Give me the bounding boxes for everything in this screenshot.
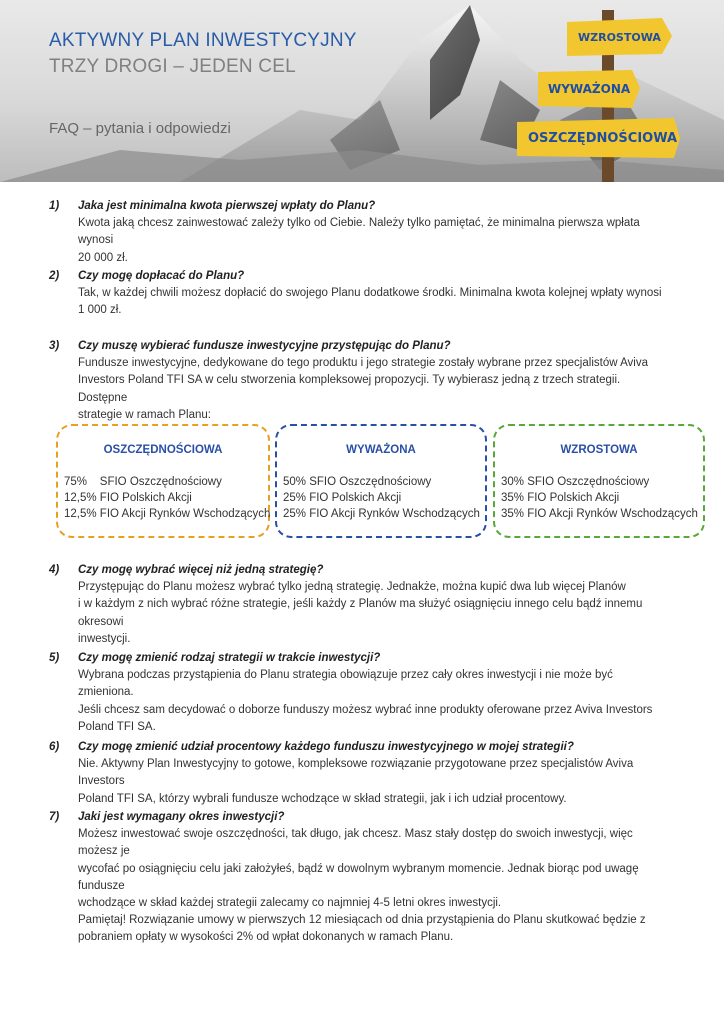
strategy-allocation [64, 474, 270, 522]
answer-line: wycofać po osiągnięciu celu jaki założyłeś, bądź w dowolnym wybranym momencie. Jednak biorąc pod uwagę fundusze [78, 862, 639, 892]
faq-number: 3) [49, 340, 60, 352]
faq-item-6 [49, 739, 669, 808]
strategy-allocation [501, 474, 698, 522]
faq-question: Czy mogę wybrać więcej niż jedną strategię? [78, 564, 324, 576]
answer-line: i w każdym z nich wybrać różne strategie, jeśli każdy z Planów ma służyć osiągnięciu innego celu bądź innemu okresowi [78, 598, 643, 628]
header-banner [0, 0, 724, 182]
allocation-line: 12,5% FIO Polskich Akcji [64, 492, 192, 504]
answer-line: Poland TFI SA, którzy wybrali fundusze wchodzące w skład strategii, jak i ich udział procentowy. [78, 792, 567, 805]
faq-item-4 [49, 562, 669, 648]
strategy-name: WYWAŻONA [346, 444, 416, 456]
sign-wzrostowa: WZROSTOWA [578, 31, 661, 44]
faq-question: Czy mogę zmienić udział procentowy każdego funduszu inwestycyjnego w mojej strategii? [78, 741, 574, 753]
faq-question: Czy mogę zmienić rodzaj strategii w trakcie inwestycji? [78, 652, 381, 664]
faq-answer [78, 285, 669, 319]
strategy-name: OSZCZĘDNOŚCIOWA [103, 444, 223, 456]
faq-answer [78, 826, 669, 946]
answer-line: Fundusze inwestycyjne, dedykowane do tego produktu i jego strategie zostały wybrane przez specjalistów Aviva [78, 357, 648, 370]
strategy-name: WZROSTOWA [560, 444, 638, 456]
faq-number: 1) [49, 200, 60, 212]
faq-number: 4) [49, 564, 60, 576]
allocation-line: 75% SFIO Oszczędnościowy [64, 476, 222, 488]
answer-line: Przystępując do Planu możesz wybrać tylko jedną strategię. Jednakże, można kupić dwa lub więcej Planów [78, 581, 626, 594]
answer-line: 1 000 zł. [78, 304, 122, 317]
faq-answer [78, 667, 669, 736]
faq-item-2 [49, 268, 669, 320]
document-title-line2: TRZY DROGI – JEDEN CEL [49, 56, 296, 77]
strategy-allocation [283, 474, 480, 522]
faq-question: Czy muszę wybierać fundusze inwestycyjne przystępując do Planu? [78, 340, 451, 352]
answer-line: wchodzące w skład każdej strategii zalecamy co najmniej 4-5 letni okres inwestycji. [78, 897, 502, 910]
strategy-box-wzrostowa [493, 424, 705, 538]
faq-item-1 [49, 198, 669, 267]
faq-question: Czy mogę dopłacać do Planu? [78, 270, 245, 282]
allocation-line: 50% SFIO Oszczędnościowy [283, 476, 432, 488]
document-title-line1: AKTYWNY PLAN INWESTYCYJNY [49, 30, 357, 51]
answer-line: Wybrana podczas przystąpienia do Planu strategia obowiązuje przez cały okres inwestycji i nie może być zmieniona. [78, 669, 613, 699]
faq-item-7 [49, 809, 669, 947]
faq-answer [78, 579, 669, 648]
faq-answer [78, 215, 669, 267]
faq-number: 7) [49, 811, 60, 823]
allocation-line: 25% FIO Akcji Rynków Wschodzących [283, 508, 480, 520]
allocation-line: 30% SFIO Oszczędnościowy [501, 476, 650, 488]
allocation-line: 25% FIO Polskich Akcji [283, 492, 402, 504]
sign-oszczednosciowa: OSZCZĘDNOŚCIOWA [528, 131, 678, 146]
faq-number: 2) [49, 270, 60, 282]
answer-line: pobraniem opłaty w wysokości 2% od wpłat dokonanych w ramach Planu. [78, 931, 454, 944]
answer-line: inwestycji. [78, 632, 131, 645]
allocation-line: 35% FIO Akcji Rynków Wschodzących [501, 508, 698, 520]
faq-number: 5) [49, 652, 60, 664]
faq-answer [78, 355, 669, 424]
faq-answer [78, 756, 669, 808]
answer-line: Tak, w każdej chwili możesz dopłacić do swojego Planu dodatkowe środki. Minimalna kwota kolejnej wpłaty wynosi [78, 287, 662, 300]
answer-line: strategie w ramach Planu: [78, 408, 211, 421]
faq-number: 6) [49, 741, 60, 753]
allocation-line: 12,5% FIO Akcji Rynków Wschodzących [64, 508, 271, 520]
answer-line: Jeśli chcesz sam decydować o doborze funduszy możesz wybrać inne produkty oferowane przez Aviva Investors [78, 703, 653, 716]
strategy-box-oszczednosciowa [56, 424, 270, 538]
answer-line: Pamiętaj! Rozwiązanie umowy w pierwszych 12 miesiącach od dnia przystąpienia do Planu skutkować będzie z [78, 914, 646, 927]
faq-item-3 [49, 338, 669, 424]
faq-item-5 [49, 650, 669, 736]
sign-wywazona: WYWAŻONA [548, 82, 631, 96]
answer-line: Nie. Aktywny Plan Inwestycyjny to gotowe, kompleksowe rozwiązanie przygotowane przez specjalistów Aviva Investors [78, 758, 634, 788]
answer-line: Możesz inwestować swoje oszczędności, tak długo, jak chcesz. Masz stały dostęp do swoich inwestycji, więc możesz je [78, 828, 633, 858]
allocation-line: 35% FIO Polskich Akcji [501, 492, 620, 504]
answer-line: Kwota jaką chcesz zainwestować zależy tylko od Ciebie. Należy tylko pamiętać, że minimalna pierwsza wpłata wynosi [78, 217, 640, 247]
strategy-box-wywazona [275, 424, 487, 538]
faq-question: Jaka jest minimalna kwota pierwszej wpłaty do Planu? [78, 200, 376, 212]
answer-line: Investors Poland TFI SA w celu stworzenia kompleksowej propozycji. Ty wybierasz jedną z trzech strategii. Dostępne [78, 374, 621, 404]
document-subtitle: FAQ – pytania i odpowiedzi [49, 120, 231, 137]
answer-line: 20 000 zł. [78, 251, 128, 264]
faq-question: Jaki jest wymagany okres inwestycji? [78, 811, 285, 823]
answer-line: Poland TFI SA. [78, 720, 156, 733]
